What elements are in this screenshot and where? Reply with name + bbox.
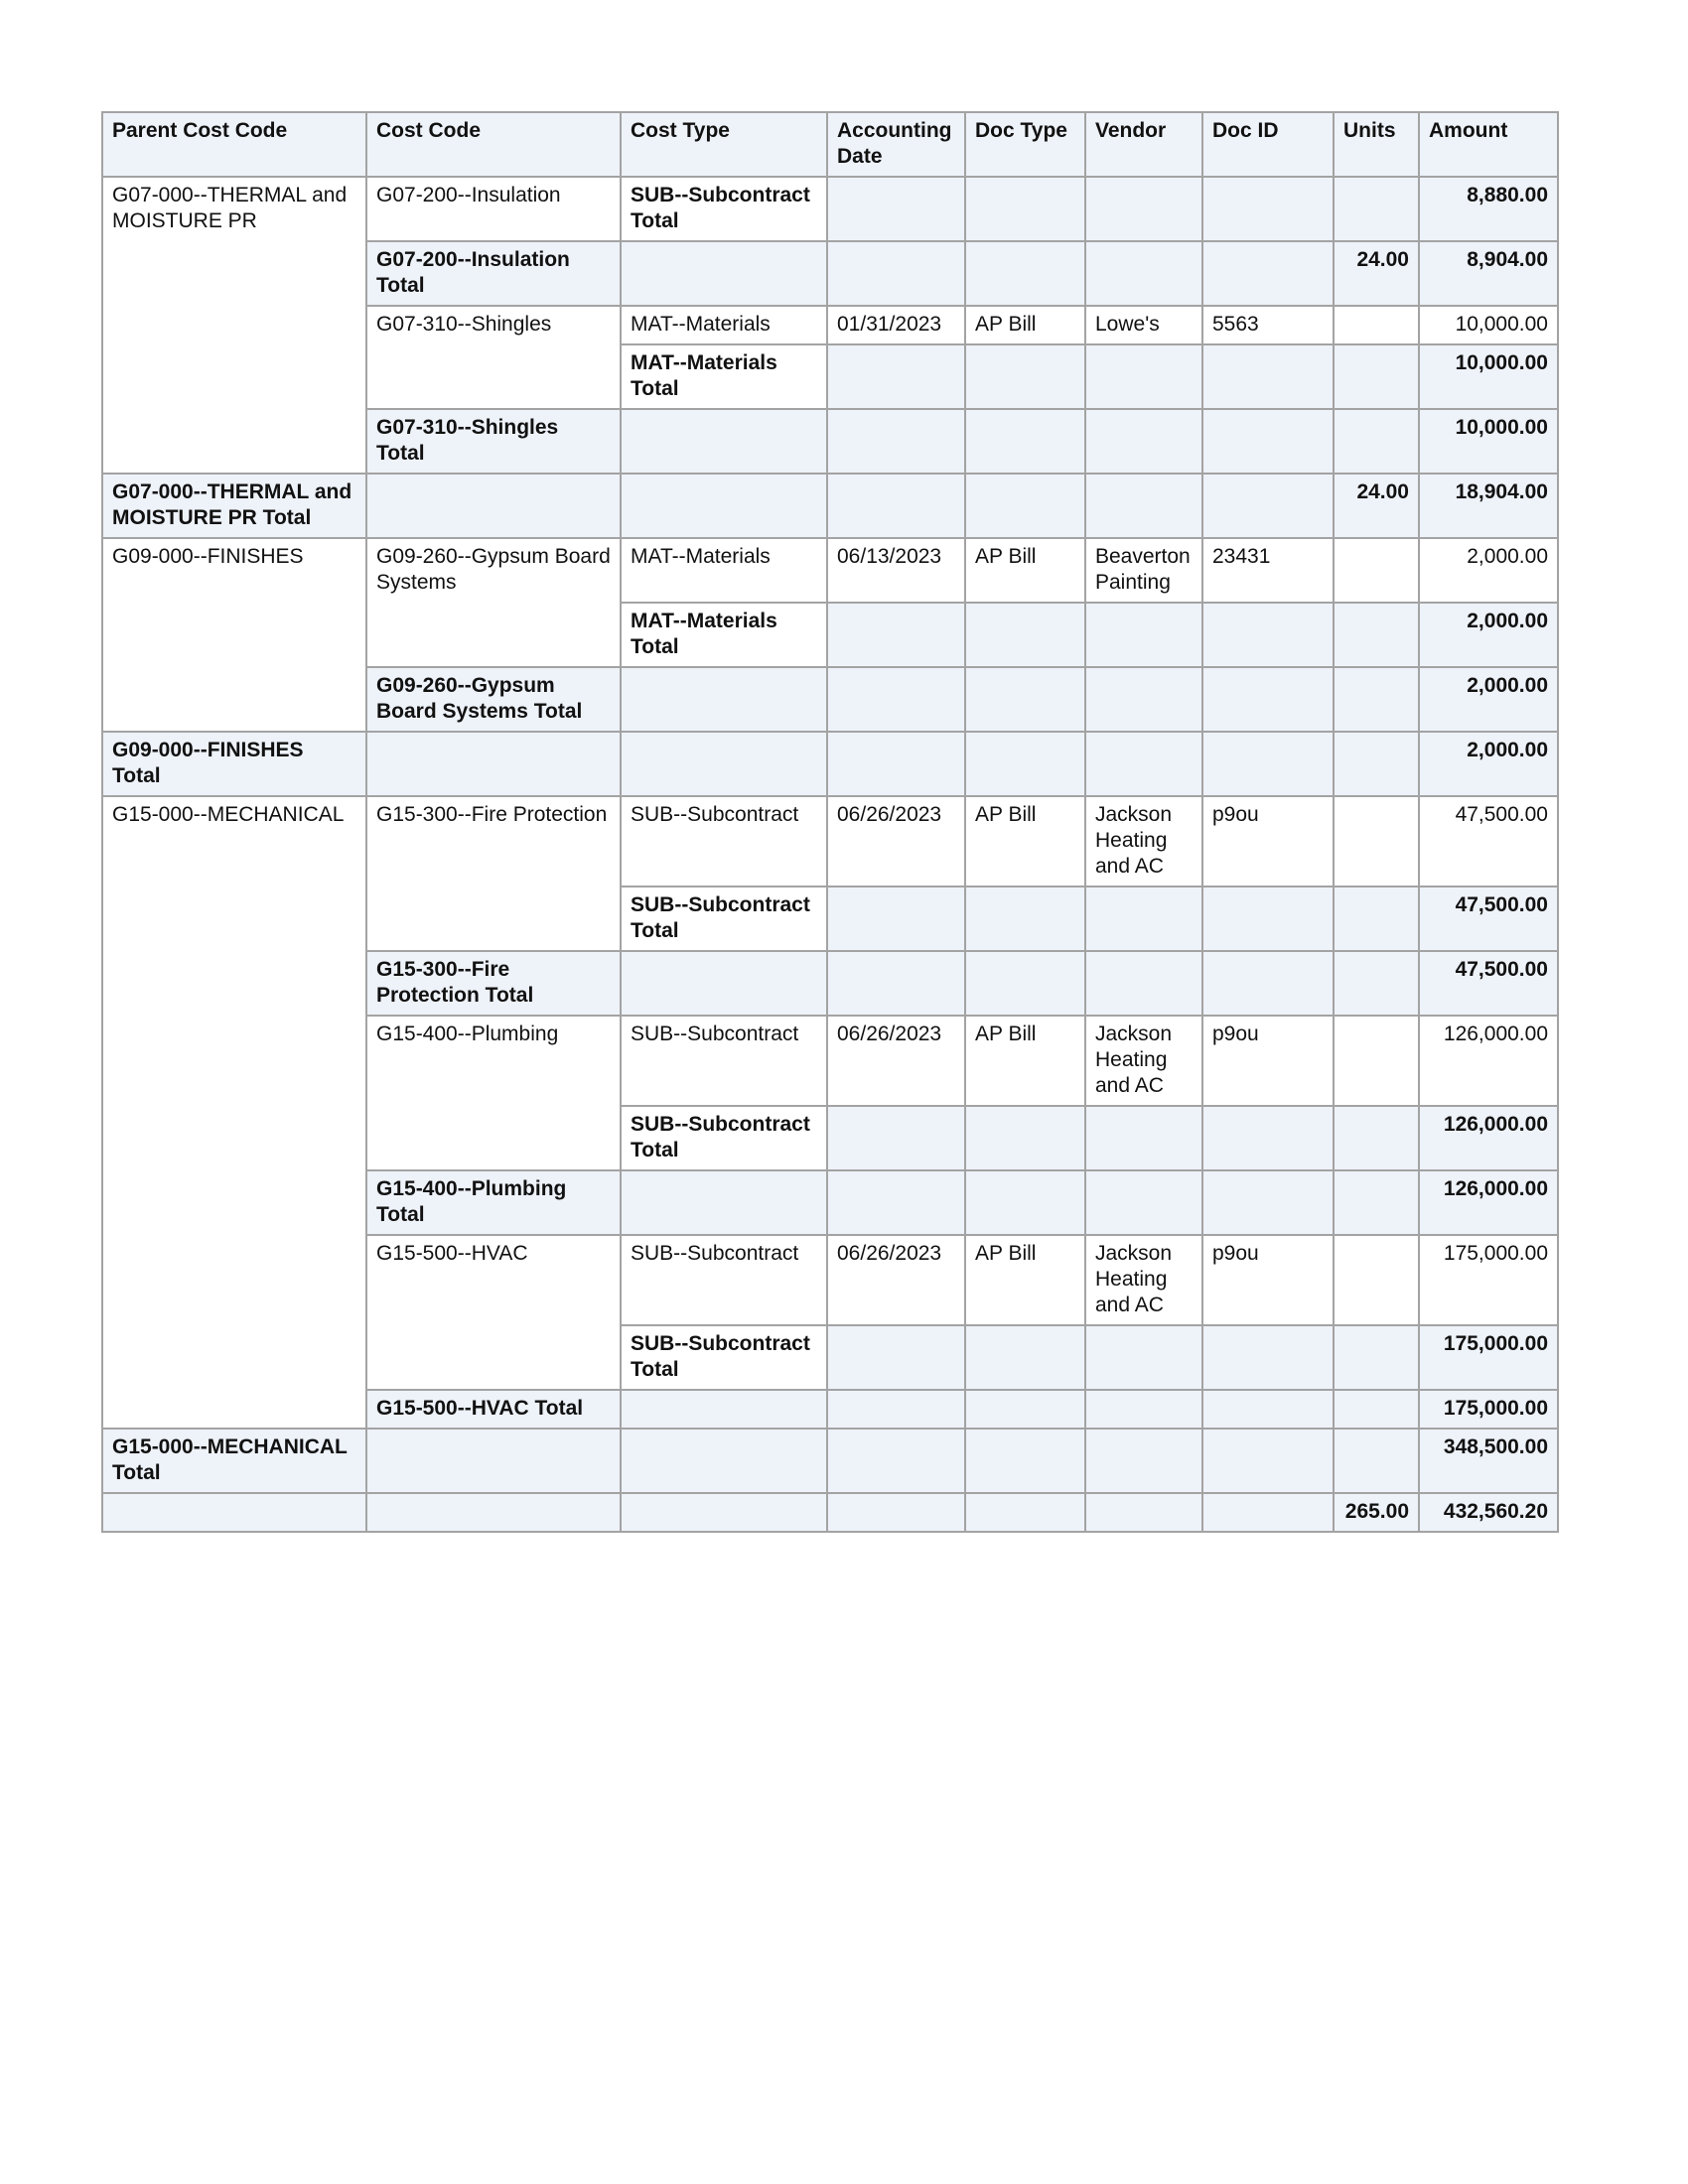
doc-id-cell (1202, 409, 1334, 474)
vendor-cell: Jackson Heating and AC (1085, 796, 1202, 887)
doc-id-cell: p9ou (1202, 796, 1334, 887)
doc-type-cell (965, 1390, 1085, 1429)
units-cell: 24.00 (1334, 241, 1419, 306)
accounting-date-cell (827, 887, 965, 951)
vendor-cell: Beaverton Painting (1085, 538, 1202, 603)
empty-cell (1202, 1493, 1334, 1532)
header-accounting-date: Accounting Date (827, 112, 965, 177)
cost-code-cell: G15-300--Fire Protection (366, 796, 621, 951)
doc-type-cell (965, 241, 1085, 306)
doc-id-cell (1202, 1170, 1334, 1235)
grand-total-units: 265.00 (1334, 1493, 1419, 1532)
header-vendor: Vendor (1085, 112, 1202, 177)
parent-cost-code-cell: G15-000--MECHANICAL (102, 796, 366, 1429)
empty-cell (621, 1429, 827, 1493)
cost-type-cell: SUB--Subcontract (621, 1235, 827, 1325)
accounting-date-cell: 06/26/2023 (827, 1235, 965, 1325)
cost-type-cell: MAT--Materials (621, 306, 827, 344)
parent-total-label: G09-000--FINISHES Total (102, 732, 366, 796)
doc-type-cell (965, 603, 1085, 667)
doc-type-cell (965, 667, 1085, 732)
cost-type-cell: SUB--Subcontract Total (621, 1325, 827, 1390)
amount-cell: 126,000.00 (1419, 1016, 1558, 1106)
empty-cell (1085, 1429, 1202, 1493)
cost-type-cell: SUB--Subcontract (621, 796, 827, 887)
amount-cell: 8,880.00 (1419, 177, 1558, 241)
doc-id-cell (1202, 951, 1334, 1016)
empty-cell (965, 732, 1085, 796)
empty-cell (621, 474, 827, 538)
accounting-date-cell (827, 177, 965, 241)
units-cell (1334, 409, 1419, 474)
grand-total-amount: 432,560.20 (1419, 1493, 1558, 1532)
cost-type-cell (621, 241, 827, 306)
empty-cell (366, 1429, 621, 1493)
units-cell: 24.00 (1334, 474, 1419, 538)
doc-id-cell (1202, 603, 1334, 667)
units-cell (1334, 1325, 1419, 1390)
empty-cell (621, 1493, 827, 1532)
doc-type-cell: AP Bill (965, 306, 1085, 344)
doc-type-cell (965, 1106, 1085, 1170)
cost-type-cell: MAT--Materials (621, 538, 827, 603)
empty-cell (965, 1493, 1085, 1532)
doc-id-cell (1202, 887, 1334, 951)
parent-cost-code-cell: G09-000--FINISHES (102, 538, 366, 732)
amount-cell: 175,000.00 (1419, 1235, 1558, 1325)
vendor-cell (1085, 344, 1202, 409)
parent-total-row (102, 732, 1558, 796)
amount-cell: 126,000.00 (1419, 1106, 1558, 1170)
doc-type-cell (965, 1170, 1085, 1235)
cost-type-cell: MAT--Materials Total (621, 603, 827, 667)
cost-report-table (101, 111, 1559, 1533)
cost-code-cell: G15-500--HVAC (366, 1235, 621, 1390)
accounting-date-cell (827, 241, 965, 306)
vendor-cell (1085, 667, 1202, 732)
amount-cell: 10,000.00 (1419, 409, 1558, 474)
header-cost-type: Cost Type (621, 112, 827, 177)
table-row (102, 177, 1558, 241)
table-header (102, 112, 1558, 177)
doc-type-cell (965, 177, 1085, 241)
doc-type-cell: AP Bill (965, 538, 1085, 603)
parent-total-label: G15-000--MECHANICAL Total (102, 1429, 366, 1493)
doc-type-cell (965, 887, 1085, 951)
doc-id-cell: p9ou (1202, 1016, 1334, 1106)
doc-id-cell (1202, 667, 1334, 732)
table-row (102, 796, 1558, 887)
cost-type-cell (621, 1170, 827, 1235)
accounting-date-cell (827, 603, 965, 667)
vendor-cell (1085, 887, 1202, 951)
doc-id-cell: 5563 (1202, 306, 1334, 344)
empty-cell (827, 1429, 965, 1493)
cost-type-cell (621, 1390, 827, 1429)
vendor-cell (1085, 1170, 1202, 1235)
grand-total-row (102, 1493, 1558, 1532)
cost-code-total-cell: G15-500--HVAC Total (366, 1390, 621, 1429)
empty-cell (621, 732, 827, 796)
parent-total-label: G07-000--THERMAL and MOISTURE PR Total (102, 474, 366, 538)
cost-type-cell (621, 409, 827, 474)
vendor-cell (1085, 241, 1202, 306)
doc-type-cell: AP Bill (965, 1016, 1085, 1106)
units-cell (1334, 538, 1419, 603)
doc-id-cell (1202, 241, 1334, 306)
vendor-cell (1085, 1325, 1202, 1390)
accounting-date-cell (827, 409, 965, 474)
doc-type-cell: AP Bill (965, 796, 1085, 887)
cost-code-total-cell: G09-260--Gypsum Board Systems Total (366, 667, 621, 732)
parent-cost-code-cell: G07-000--THERMAL and MOISTURE PR (102, 177, 366, 474)
doc-type-cell (965, 409, 1085, 474)
units-cell (1334, 667, 1419, 732)
header-parent-cost-code: Parent Cost Code (102, 112, 366, 177)
doc-type-cell: AP Bill (965, 1235, 1085, 1325)
accounting-date-cell (827, 1390, 965, 1429)
units-cell (1334, 1016, 1419, 1106)
amount-cell: 10,000.00 (1419, 344, 1558, 409)
cost-type-cell: SUB--Subcontract (621, 1016, 827, 1106)
vendor-cell: Jackson Heating and AC (1085, 1235, 1202, 1325)
amount-cell: 126,000.00 (1419, 1170, 1558, 1235)
amount-cell: 175,000.00 (1419, 1390, 1558, 1429)
empty-cell (1085, 732, 1202, 796)
vendor-cell (1085, 951, 1202, 1016)
cost-type-cell: SUB--Subcontract Total (621, 1106, 827, 1170)
parent-total-row (102, 1429, 1558, 1493)
empty-cell (965, 474, 1085, 538)
amount-cell: 47,500.00 (1419, 887, 1558, 951)
cost-code-total-cell: G15-300--Fire Protection Total (366, 951, 621, 1016)
cost-code-total-cell: G07-200--Insulation Total (366, 241, 621, 306)
doc-id-cell (1202, 1325, 1334, 1390)
units-cell (1334, 1170, 1419, 1235)
cost-code-total-cell: G15-400--Plumbing Total (366, 1170, 621, 1235)
doc-id-cell (1202, 1106, 1334, 1170)
cost-type-cell: SUB--Subcontract Total (621, 887, 827, 951)
header-doc-type: Doc Type (965, 112, 1085, 177)
empty-cell (1202, 474, 1334, 538)
header-row (102, 112, 1558, 177)
empty-cell (366, 474, 621, 538)
empty-cell (827, 1493, 965, 1532)
vendor-cell (1085, 1390, 1202, 1429)
units-cell (1334, 1235, 1419, 1325)
doc-type-cell (965, 951, 1085, 1016)
units-cell (1334, 887, 1419, 951)
empty-cell (965, 1429, 1085, 1493)
vendor-cell (1085, 1106, 1202, 1170)
header-doc-id: Doc ID (1202, 112, 1334, 177)
empty-cell (366, 732, 621, 796)
amount-cell: 47,500.00 (1419, 951, 1558, 1016)
units-cell (1334, 1429, 1419, 1493)
units-cell (1334, 306, 1419, 344)
accounting-date-cell (827, 951, 965, 1016)
amount-cell: 10,000.00 (1419, 306, 1558, 344)
units-cell (1334, 1390, 1419, 1429)
doc-id-cell (1202, 344, 1334, 409)
header-cost-code: Cost Code (366, 112, 621, 177)
units-cell (1334, 344, 1419, 409)
parent-total-row (102, 474, 1558, 538)
table-row (102, 538, 1558, 603)
empty-cell (1202, 732, 1334, 796)
empty-cell (102, 1493, 366, 1532)
amount-cell: 2,000.00 (1419, 603, 1558, 667)
cost-code-cell: G07-200--Insulation (366, 177, 621, 241)
accounting-date-cell (827, 1170, 965, 1235)
empty-cell (827, 732, 965, 796)
units-cell (1334, 603, 1419, 667)
units-cell (1334, 796, 1419, 887)
units-cell (1334, 177, 1419, 241)
amount-cell: 47,500.00 (1419, 796, 1558, 887)
accounting-date-cell: 06/26/2023 (827, 796, 965, 887)
doc-id-cell: 23431 (1202, 538, 1334, 603)
accounting-date-cell: 06/26/2023 (827, 1016, 965, 1106)
accounting-date-cell: 01/31/2023 (827, 306, 965, 344)
doc-type-cell (965, 344, 1085, 409)
doc-type-cell (965, 1325, 1085, 1390)
amount-cell: 2,000.00 (1419, 538, 1558, 603)
cost-code-cell: G07-310--Shingles (366, 306, 621, 409)
amount-cell: 8,904.00 (1419, 241, 1558, 306)
cost-code-total-cell: G07-310--Shingles Total (366, 409, 621, 474)
accounting-date-cell (827, 344, 965, 409)
cost-code-cell: G15-400--Plumbing (366, 1016, 621, 1170)
units-cell (1334, 951, 1419, 1016)
header-amount: Amount (1419, 112, 1558, 177)
amount-cell: 348,500.00 (1419, 1429, 1558, 1493)
amount-cell: 175,000.00 (1419, 1325, 1558, 1390)
empty-cell (1085, 1493, 1202, 1532)
cost-type-cell: MAT--Materials Total (621, 344, 827, 409)
vendor-cell: Lowe's (1085, 306, 1202, 344)
cost-code-cell: G09-260--Gypsum Board Systems (366, 538, 621, 667)
doc-id-cell (1202, 1390, 1334, 1429)
empty-cell (1202, 1429, 1334, 1493)
accounting-date-cell (827, 1325, 965, 1390)
table-body (102, 177, 1558, 1532)
empty-cell (1085, 474, 1202, 538)
header-units: Units (1334, 112, 1419, 177)
vendor-cell (1085, 177, 1202, 241)
doc-id-cell: p9ou (1202, 1235, 1334, 1325)
cost-type-cell (621, 667, 827, 732)
empty-cell (366, 1493, 621, 1532)
vendor-cell: Jackson Heating and AC (1085, 1016, 1202, 1106)
amount-cell: 2,000.00 (1419, 732, 1558, 796)
amount-cell: 2,000.00 (1419, 667, 1558, 732)
cost-type-cell (621, 951, 827, 1016)
cost-type-cell: SUB--Subcontract Total (621, 177, 827, 241)
vendor-cell (1085, 603, 1202, 667)
accounting-date-cell (827, 667, 965, 732)
vendor-cell (1085, 409, 1202, 474)
accounting-date-cell: 06/13/2023 (827, 538, 965, 603)
accounting-date-cell (827, 1106, 965, 1170)
units-cell (1334, 732, 1419, 796)
doc-id-cell (1202, 177, 1334, 241)
units-cell (1334, 1106, 1419, 1170)
empty-cell (827, 474, 965, 538)
amount-cell: 18,904.00 (1419, 474, 1558, 538)
